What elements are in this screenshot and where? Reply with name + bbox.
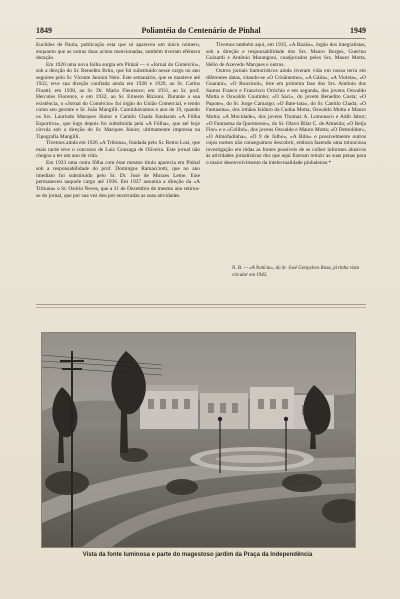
paragraph: Tivemos ainda em 1926 «A Tribuna», fundada pelo Sr. Remo Losi, que mais tarde teve o concurso de Luiz Gonzaga de Oliveira. Este jornal não chegou a ter um ano de vida. <box>36 140 200 160</box>
photo-caption: Vista da fonte luminosa e parte do magestoso jardim da Praça da Independência <box>82 552 313 558</box>
text-column-right <box>206 42 366 274</box>
running-title: Poliantéia do Centenário de Pinhal <box>141 26 261 35</box>
page-header <box>36 24 366 39</box>
footnote: N. B. — «A Notícia», do Sr. José Gonçalves Rosa, já tinha visto circular em 1942. <box>232 266 360 278</box>
paragraph: Outros jornais humorísticos ainda tiveram vida em nossa terra em diferentes datas, citando-se «O Crisântemo», «A Gáita», «A Violeta», «O Guarani», «O Rouxinol», êste em primeira fase dos Srs. Antônio dos Santos Franco e Francisco Orrichio e em segunda, dos jovens Oswaldo Motta e Oswaldo Coutinho; «O Saci», do jovem Benedito Costa; «O Papote», do Sr. Jorge Camargo; «O Bate-lata», do Sr. Camilo Chada; «O Fantasma», dos irmãos Isidoro da Cunha Motta, Oswaldo Motta e Mauro Motta; «A Mocidade», dos jovens Thomaz A. Lomonaco e Adib Jabur; «O Fantasma da Quermesse», do Sr. Olavo Bilar C. de Almeida; «O Beija Flor» e o «Colibri», dos jovens Oswaldo e Mauro Motta; «O Demolidor», «O Almofadinha», «O 9 de Julho», «A Bilis» e possivelmente outros cujos nomes não conseguimos descobrir, embora fazendo uma minuciosa investigação em tôdas as fontes possíveis de se colher informes alusivos às atividades jornalísticas dos que aqui fizeram reluzir as suas penas para o maior desenvolvimento da intelectualidade pinhalense.* <box>206 68 366 166</box>
park-fountain-photo <box>42 333 355 547</box>
divider-rule <box>36 307 366 308</box>
text-column-left <box>36 42 200 274</box>
page-number-right: 1949 <box>350 26 366 35</box>
paragraph: Em 1926 uma nova folha surgia em Pinhal — o «Jornal do Comércio», sob a direção do Sr. Benedito Brito, que foi substituído nesse cargo no ano seguinte pelo Sr. Vicente Jannini Neto. Este semanário, que se manteve até 1932, teve sua direção confiada ainda em 1928 e 1929, ao Sr. Carlos Finatti; em 1930, ao Sr. Dr. Mario Fleurence; em 1931, ao Sr. prof. Hercules Florence, e em 1932, ao Sr. Ernesto Rizzoni. Durante a sua existência, o «Jornal do Comércio» foi órgão do União Comercial, e tendo como seu gerente o Sr. João Mangilli. Caminhávamos o ano de 19, quando os Srs. Laurindo Marques Júnior e Camilo Chada fundaram «A Fôlha Esportiva», que logo depois foi substituída pela «A Fôlha», que até hoje circula sob a direção do Sr. Marques Júnior, ultimamente impressa na Tipografia Mangilli. <box>36 61 200 140</box>
paragraph: Euclides de Paula, publicação esta que só apareceu um único número, enquanto que as outras duas acima mencionadas, também tiveram efêmera duração. <box>36 42 200 62</box>
photograph <box>41 332 356 548</box>
page-number-left: 1849 <box>36 26 52 35</box>
paragraph: Em 1933 uma outra fôlha com êsse mesmo título aparecia em Pinhal sob a responsabilidade do prof. Domingos Ramacciotti, que no ano imediato foi substituído pelo Sr. Dr. José de Moraes Leme. Este permaneceu naquele cargo até 1936. Em 1937 assumia a direção da «A Tribuna» o Sr. Osório Neves, que a 31 de Dezembro do mesmo ano retirou-se do jornal, que por sua vez deu por encerradas as suas atividades. <box>36 159 200 199</box>
paragraph: Tivemos também aqui, em 1935, «A Razão», órgão dos integralistas, sob a direção e responsabilidade dos Srs. Mauro Borges, Guerino Guizardi e Antônio Marangoni, coadjuvados pelos Srs. Mauro Motta, Hélio de Azevedo Marques e outros. <box>206 42 366 68</box>
divider-rule <box>36 304 366 305</box>
